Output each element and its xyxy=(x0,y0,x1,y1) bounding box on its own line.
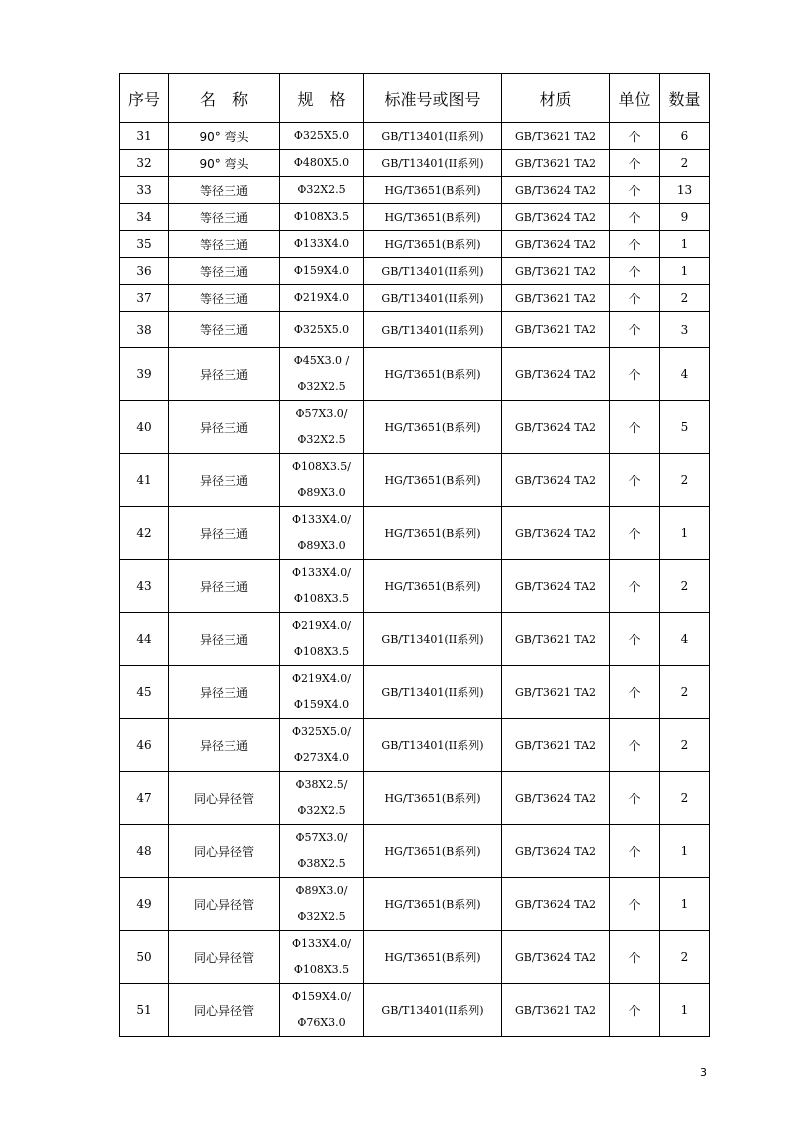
cell-unit: 个 xyxy=(610,666,660,719)
materials-table xyxy=(119,73,710,1037)
cell-name: 异径三通 xyxy=(169,507,280,560)
cell-qty: 1 xyxy=(660,258,710,285)
cell-spec xyxy=(280,772,364,825)
spec-line: Φ133X4.0/ xyxy=(291,513,352,526)
table-row xyxy=(120,177,710,204)
spec-line: Φ32X2.5 xyxy=(297,910,346,923)
cell-unit: 个 xyxy=(610,150,660,177)
table-row xyxy=(120,348,710,401)
cell-name: 90° 弯头 xyxy=(169,123,280,150)
cell-standard: HG/T3651(B系列) xyxy=(364,348,502,401)
cell-no: 37 xyxy=(120,285,169,312)
cell-no: 50 xyxy=(120,931,169,984)
cell-unit: 个 xyxy=(610,123,660,150)
cell-name: 等径三通 xyxy=(169,312,280,348)
cell-spec xyxy=(280,560,364,613)
cell-qty: 2 xyxy=(660,772,710,825)
cell-spec xyxy=(280,984,364,1037)
cell-no: 35 xyxy=(120,231,169,258)
cell-name: 同心异径管 xyxy=(169,931,280,984)
spec-line: Φ219X4.0 xyxy=(293,291,350,304)
cell-no: 39 xyxy=(120,348,169,401)
spec-line: Φ133X4.0/ xyxy=(291,566,352,579)
header-no: 序号 xyxy=(120,74,169,123)
spec-line: Φ133X4.0 xyxy=(293,237,350,250)
cell-unit: 个 xyxy=(610,984,660,1037)
cell-unit: 个 xyxy=(610,825,660,878)
cell-spec xyxy=(280,123,364,150)
cell-no: 32 xyxy=(120,150,169,177)
cell-no: 47 xyxy=(120,772,169,825)
cell-spec xyxy=(280,204,364,231)
cell-unit: 个 xyxy=(610,613,660,666)
cell-standard: HG/T3651(B系列) xyxy=(364,204,502,231)
cell-qty: 2 xyxy=(660,560,710,613)
table-row xyxy=(120,258,710,285)
cell-unit: 个 xyxy=(610,560,660,613)
spec-line: Φ32X2.5 xyxy=(297,380,346,393)
cell-name: 异径三通 xyxy=(169,401,280,454)
spec-line: Φ89X3.0 xyxy=(297,486,346,499)
cell-standard: GB/T13401(II系列) xyxy=(364,150,502,177)
spec-line: Φ325X5.0 xyxy=(293,322,350,336)
cell-unit: 个 xyxy=(610,312,660,348)
cell-material: GB/T3624 TA2 xyxy=(502,931,610,984)
table-row xyxy=(120,285,710,312)
spec-line: Φ159X4.0 xyxy=(293,264,350,277)
cell-qty: 1 xyxy=(660,507,710,560)
spec-line: Φ159X4.0/ xyxy=(291,990,352,1003)
spec-line: Φ108X3.5 xyxy=(293,963,350,976)
spec-line: Φ108X3.5 xyxy=(293,592,350,605)
cell-standard: GB/T13401(II系列) xyxy=(364,258,502,285)
cell-spec xyxy=(280,401,364,454)
table-row xyxy=(120,613,710,666)
cell-name: 异径三通 xyxy=(169,348,280,401)
cell-name: 同心异径管 xyxy=(169,878,280,931)
cell-standard: GB/T13401(II系列) xyxy=(364,123,502,150)
cell-unit: 个 xyxy=(610,878,660,931)
cell-standard: HG/T3651(B系列) xyxy=(364,931,502,984)
cell-qty: 2 xyxy=(660,150,710,177)
cell-no: 38 xyxy=(120,312,169,348)
cell-qty: 4 xyxy=(660,348,710,401)
cell-material: GB/T3624 TA2 xyxy=(502,348,610,401)
table-row xyxy=(120,231,710,258)
cell-no: 41 xyxy=(120,454,169,507)
cell-qty: 2 xyxy=(660,719,710,772)
spec-line: Φ57X3.0/ xyxy=(295,407,348,420)
cell-material: GB/T3621 TA2 xyxy=(502,258,610,285)
cell-material: GB/T3624 TA2 xyxy=(502,825,610,878)
cell-standard: GB/T13401(II系列) xyxy=(364,666,502,719)
cell-standard: HG/T3651(B系列) xyxy=(364,231,502,258)
cell-standard: HG/T3651(B系列) xyxy=(364,507,502,560)
cell-qty: 3 xyxy=(660,312,710,348)
cell-no: 49 xyxy=(120,878,169,931)
spec-line: Φ108X3.5/ xyxy=(291,460,352,473)
cell-standard: GB/T13401(II系列) xyxy=(364,719,502,772)
table-row xyxy=(120,150,710,177)
cell-material: GB/T3624 TA2 xyxy=(502,231,610,258)
cell-standard: GB/T13401(II系列) xyxy=(364,312,502,348)
cell-standard: HG/T3651(B系列) xyxy=(364,177,502,204)
spec-line: Φ38X2.5/ xyxy=(295,778,348,791)
cell-unit: 个 xyxy=(610,348,660,401)
spec-line: Φ273X4.0 xyxy=(293,751,350,764)
cell-unit: 个 xyxy=(610,204,660,231)
cell-name: 等径三通 xyxy=(169,258,280,285)
cell-qty: 2 xyxy=(660,931,710,984)
header-material: 材质 xyxy=(502,74,610,123)
header-spec: 规 格 xyxy=(280,74,364,123)
cell-unit: 个 xyxy=(610,772,660,825)
spec-line: Φ108X3.5 xyxy=(293,645,350,658)
table-row xyxy=(120,984,710,1037)
spec-line: Φ32X2.5 xyxy=(297,804,346,817)
spec-line: Φ76X3.0 xyxy=(297,1016,346,1029)
cell-no: 45 xyxy=(120,666,169,719)
spec-line: Φ133X4.0/ xyxy=(291,937,352,950)
spec-line: Φ32X2.5 xyxy=(297,183,346,196)
cell-material: GB/T3621 TA2 xyxy=(502,150,610,177)
table-row xyxy=(120,878,710,931)
cell-material: GB/T3624 TA2 xyxy=(502,507,610,560)
cell-spec xyxy=(280,231,364,258)
cell-unit: 个 xyxy=(610,401,660,454)
header-row xyxy=(120,74,710,123)
spec-line: Φ38X2.5 xyxy=(297,857,346,870)
header-standard: 标准号或图号 xyxy=(364,74,502,123)
table-row xyxy=(120,666,710,719)
cell-qty: 2 xyxy=(660,285,710,312)
cell-name: 90° 弯头 xyxy=(169,150,280,177)
spec-line: Φ108X3.5 xyxy=(293,210,350,223)
cell-material: GB/T3621 TA2 xyxy=(502,984,610,1037)
cell-spec xyxy=(280,177,364,204)
cell-material: GB/T3621 TA2 xyxy=(502,719,610,772)
cell-unit: 个 xyxy=(610,177,660,204)
spec-line: Φ57X3.0/ xyxy=(295,831,348,844)
cell-no: 34 xyxy=(120,204,169,231)
cell-spec xyxy=(280,454,364,507)
cell-unit: 个 xyxy=(610,454,660,507)
cell-qty: 2 xyxy=(660,454,710,507)
cell-material: GB/T3624 TA2 xyxy=(502,772,610,825)
cell-material: GB/T3621 TA2 xyxy=(502,312,610,348)
cell-qty: 6 xyxy=(660,123,710,150)
cell-no: 48 xyxy=(120,825,169,878)
cell-spec xyxy=(280,285,364,312)
cell-qty: 13 xyxy=(660,177,710,204)
table-row xyxy=(120,401,710,454)
table-row xyxy=(120,507,710,560)
cell-spec xyxy=(280,613,364,666)
table-row xyxy=(120,312,710,348)
cell-material: GB/T3624 TA2 xyxy=(502,454,610,507)
table-row xyxy=(120,123,710,150)
cell-spec xyxy=(280,507,364,560)
page-number: 3 xyxy=(700,1066,707,1079)
cell-qty: 4 xyxy=(660,613,710,666)
table-row xyxy=(120,772,710,825)
table-row xyxy=(120,719,710,772)
cell-no: 36 xyxy=(120,258,169,285)
table-body xyxy=(120,123,710,1037)
spec-line: Φ89X3.0/ xyxy=(295,884,348,897)
cell-material: GB/T3624 TA2 xyxy=(502,560,610,613)
cell-name: 同心异径管 xyxy=(169,825,280,878)
cell-no: 46 xyxy=(120,719,169,772)
cell-no: 31 xyxy=(120,123,169,150)
cell-no: 43 xyxy=(120,560,169,613)
table-row xyxy=(120,204,710,231)
cell-no: 40 xyxy=(120,401,169,454)
cell-name: 等径三通 xyxy=(169,177,280,204)
cell-no: 44 xyxy=(120,613,169,666)
cell-name: 异径三通 xyxy=(169,666,280,719)
cell-name: 等径三通 xyxy=(169,231,280,258)
cell-qty: 1 xyxy=(660,231,710,258)
cell-unit: 个 xyxy=(610,285,660,312)
cell-name: 同心异径管 xyxy=(169,772,280,825)
spec-line: Φ325X5.0/ xyxy=(291,725,352,738)
cell-unit: 个 xyxy=(610,931,660,984)
cell-standard: HG/T3651(B系列) xyxy=(364,825,502,878)
spec-line: Φ219X4.0/ xyxy=(291,619,352,632)
cell-spec xyxy=(280,878,364,931)
spec-line: Φ159X4.0 xyxy=(293,698,350,711)
cell-unit: 个 xyxy=(610,231,660,258)
cell-standard: GB/T13401(II系列) xyxy=(364,285,502,312)
cell-spec xyxy=(280,931,364,984)
cell-no: 33 xyxy=(120,177,169,204)
cell-no: 42 xyxy=(120,507,169,560)
cell-material: GB/T3624 TA2 xyxy=(502,177,610,204)
cell-material: GB/T3621 TA2 xyxy=(502,123,610,150)
spec-line: Φ45X3.0 / xyxy=(293,354,350,367)
cell-spec xyxy=(280,666,364,719)
cell-no: 51 xyxy=(120,984,169,1037)
cell-material: GB/T3621 TA2 xyxy=(502,666,610,719)
cell-unit: 个 xyxy=(610,719,660,772)
cell-spec xyxy=(280,825,364,878)
spec-line: Φ32X2.5 xyxy=(297,433,346,446)
cell-material: GB/T3624 TA2 xyxy=(502,401,610,454)
cell-material: GB/T3621 TA2 xyxy=(502,285,610,312)
cell-name: 等径三通 xyxy=(169,285,280,312)
cell-standard: HG/T3651(B系列) xyxy=(364,878,502,931)
cell-spec xyxy=(280,150,364,177)
cell-standard: HG/T3651(B系列) xyxy=(364,401,502,454)
cell-standard: HG/T3651(B系列) xyxy=(364,454,502,507)
spec-line: Φ325X5.0 xyxy=(293,129,350,142)
cell-qty: 5 xyxy=(660,401,710,454)
cell-name: 同心异径管 xyxy=(169,984,280,1037)
cell-standard: HG/T3651(B系列) xyxy=(364,560,502,613)
cell-name: 异径三通 xyxy=(169,560,280,613)
cell-qty: 9 xyxy=(660,204,710,231)
cell-standard: GB/T13401(II系列) xyxy=(364,613,502,666)
spec-line: Φ219X4.0/ xyxy=(291,672,352,685)
cell-standard: HG/T3651(B系列) xyxy=(364,772,502,825)
cell-spec xyxy=(280,258,364,285)
spec-line: Φ480X5.0 xyxy=(293,156,350,169)
cell-qty: 1 xyxy=(660,878,710,931)
cell-name: 异径三通 xyxy=(169,454,280,507)
cell-spec xyxy=(280,348,364,401)
cell-material: GB/T3624 TA2 xyxy=(502,878,610,931)
cell-name: 异径三通 xyxy=(169,719,280,772)
cell-unit: 个 xyxy=(610,258,660,285)
cell-material: GB/T3624 TA2 xyxy=(502,204,610,231)
spec-line: Φ89X3.0 xyxy=(297,539,346,552)
header-unit: 单位 xyxy=(610,74,660,123)
table-row xyxy=(120,931,710,984)
cell-material: GB/T3621 TA2 xyxy=(502,613,610,666)
table-row xyxy=(120,454,710,507)
cell-name: 异径三通 xyxy=(169,613,280,666)
cell-spec xyxy=(280,312,364,348)
cell-unit: 个 xyxy=(610,507,660,560)
header-name: 名 称 xyxy=(169,74,280,123)
table-row xyxy=(120,560,710,613)
cell-qty: 2 xyxy=(660,666,710,719)
cell-name: 等径三通 xyxy=(169,204,280,231)
cell-spec xyxy=(280,719,364,772)
table-row xyxy=(120,825,710,878)
cell-qty: 1 xyxy=(660,984,710,1037)
cell-qty: 1 xyxy=(660,825,710,878)
header-qty: 数量 xyxy=(660,74,710,123)
cell-standard: GB/T13401(II系列) xyxy=(364,984,502,1037)
